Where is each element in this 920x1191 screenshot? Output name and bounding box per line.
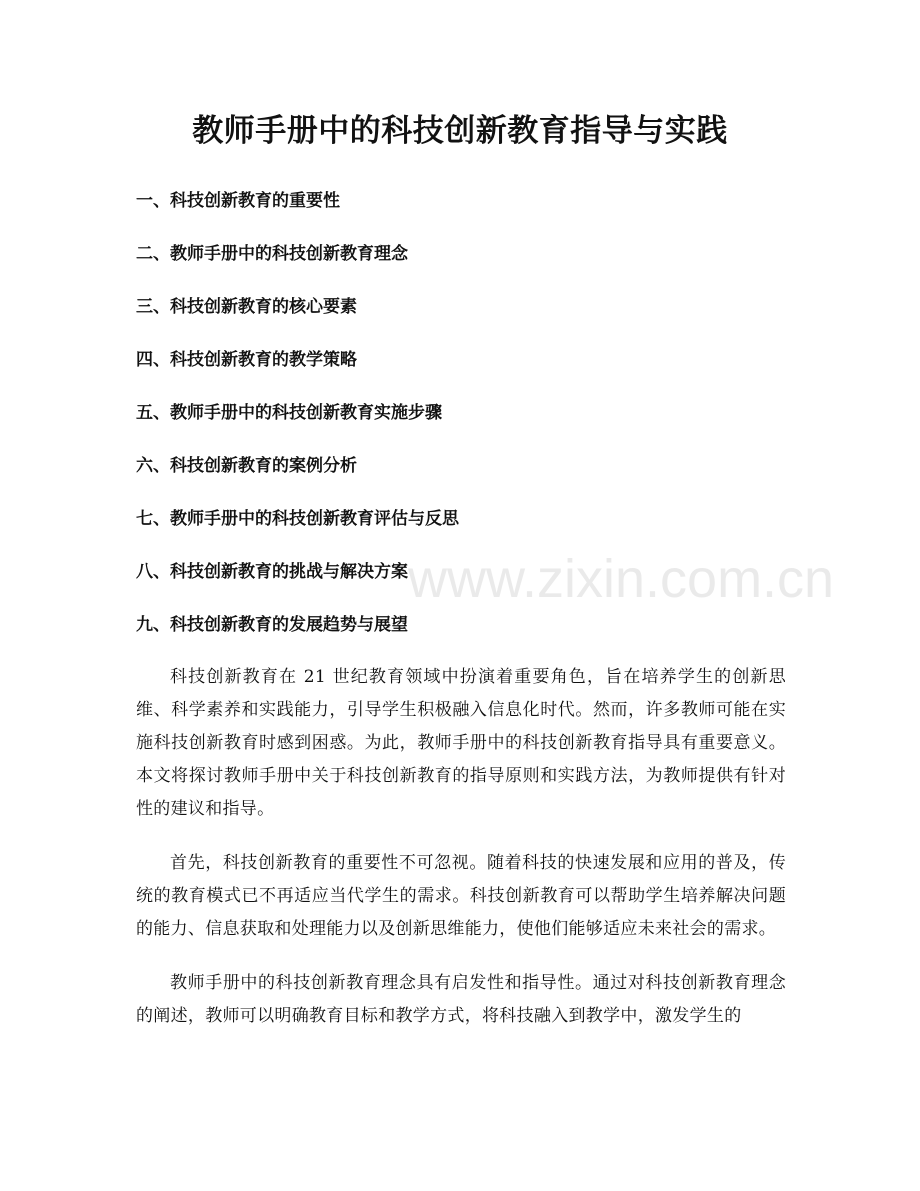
body-paragraph: 首先，科技创新教育的重要性不可忽视。随着科技的快速发展和应用的普及，传统的教育模式已不再适应当代学生的需求。科技创新教育可以帮助学生培养解决问题的能力、信息获取和处理能力以及创新思维能力，使他们能够适应未来社会的需求。	[136, 853, 786, 939]
body-paragraph: 教师手册中的科技创新教育理念具有启发性和指导性。通过对科技创新教育理念的阐述，教师可以明确教育目标和教学方式，将科技融入到教学中，激发学生的	[136, 973, 786, 1026]
toc-item: 二、教师手册中的科技创新教育理念	[136, 244, 408, 264]
watermark: www.zixin.com.cn	[408, 549, 835, 609]
toc-item: 三、科技创新教育的核心要素	[136, 297, 357, 317]
toc-item: 四、科技创新教育的教学策略	[136, 350, 357, 370]
toc-item: 一、科技创新教育的重要性	[136, 191, 340, 211]
toc-item: 五、教师手册中的科技创新教育实施步骤	[136, 403, 442, 423]
body-paragraph: 科技创新教育在 21 世纪教育领域中扮演着重要角色，旨在培养学生的创新思维、科学素养和实践能力，引导学生积极融入信息化时代。然而，许多教师可能在实施科技创新教育时感到困惑。为此，教师手册中的科技创新教育指导具有重要意义。本文将探讨教师手册中关于科技创新教育的指导原则和实践方法，为教师提供有针对性的建议和指导。	[136, 667, 786, 819]
toc-item: 七、教师手册中的科技创新教育评估与反思	[136, 509, 459, 529]
toc-item: 九、科技创新教育的发展趋势与展望	[136, 615, 408, 635]
document-title: 教师手册中的科技创新教育指导与实践	[192, 113, 728, 149]
toc-item: 八、科技创新教育的挑战与解决方案	[136, 562, 408, 582]
table-of-contents	[136, 186, 796, 663]
toc-item: 六、科技创新教育的案例分析	[136, 456, 357, 476]
document-body	[136, 661, 786, 1054]
